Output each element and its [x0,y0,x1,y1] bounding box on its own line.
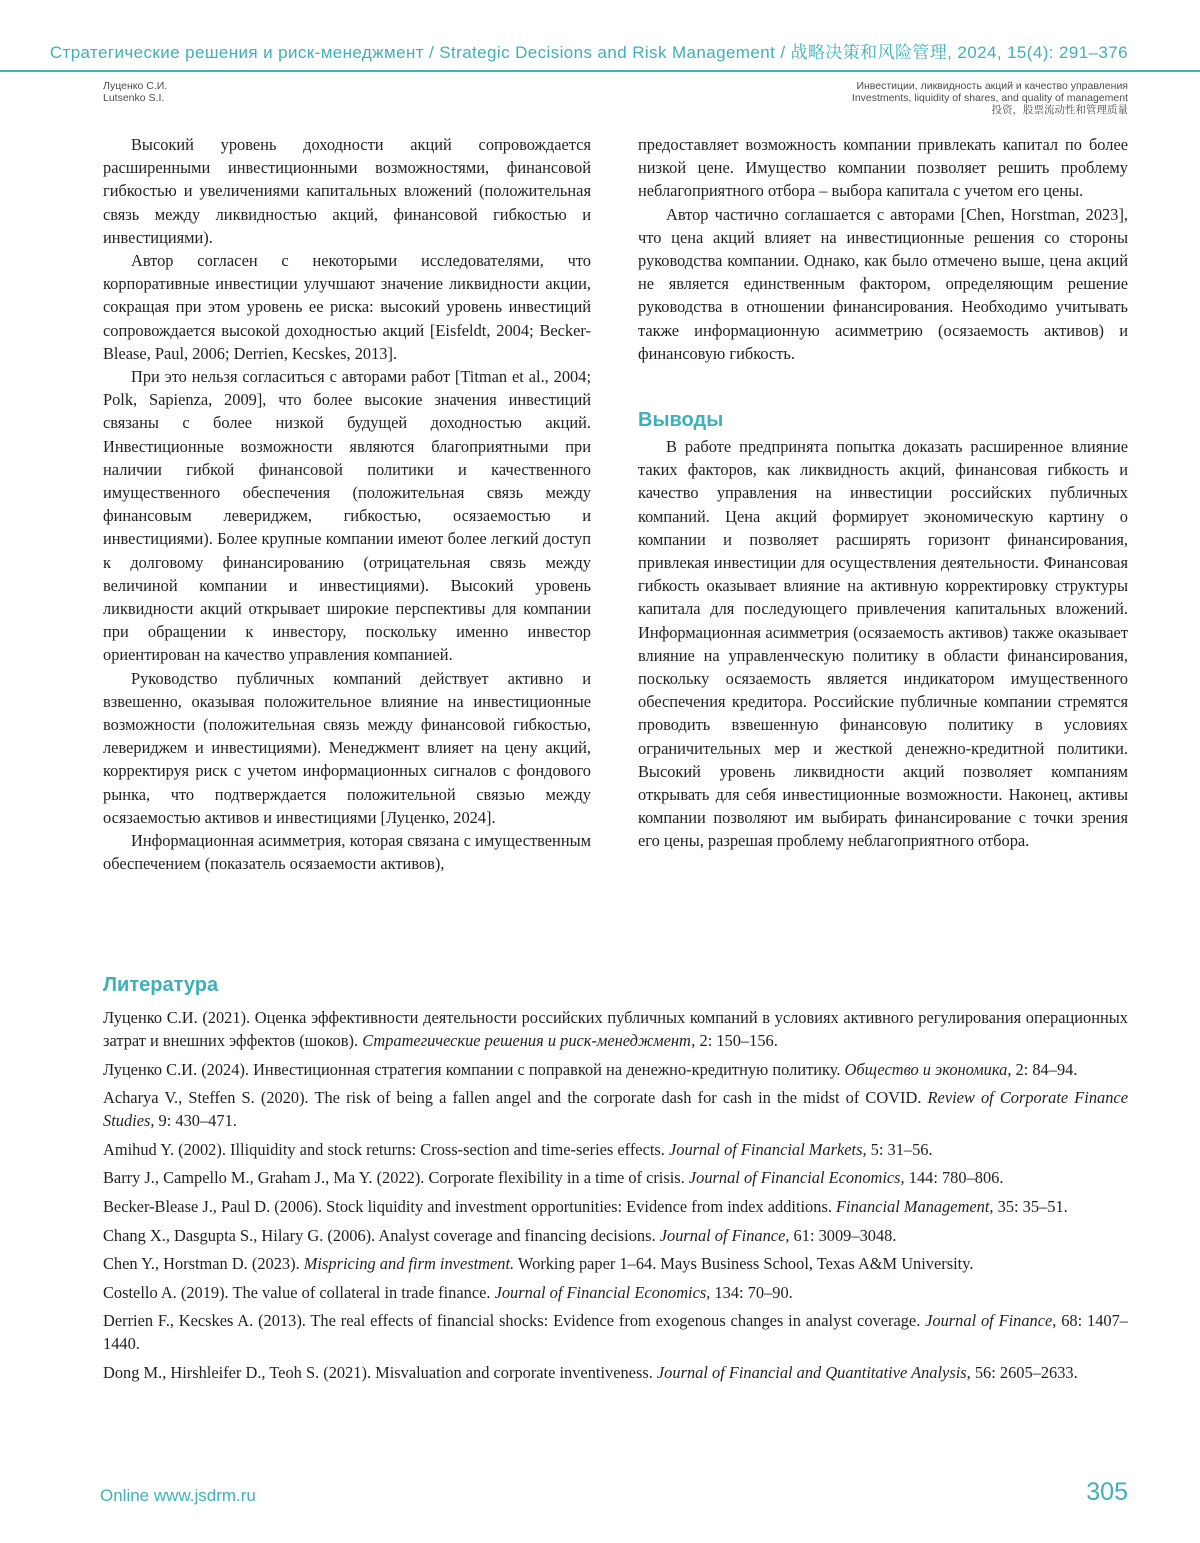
body-paragraph: Автор частично соглашается с авторами [Chen, Horstman, 2023], что цена акций влияет на инвестиционные решения со стороны руководства компании. Однако, как было отмечено выше, цена акций не является единственным фактором, определяющим решение руководства в отношении финансирования. Необходимо учитывать также информационную асимметрию (осязаемость активов) и финансовую гибкость. [638,204,1128,363]
references-section [103,972,1128,1390]
author-en: Lutsenko S.I. [103,92,165,104]
header-divider [0,70,1200,72]
body-paragraph-continued: предоставляет возможность компании привлекать капитал по более низкой цене. Имущество компании позволяет решить проблему неблагоприятного отбора – выбора капитала с учетом его цены. [638,135,1128,201]
conclusions-paragraph: В работе предпринята попытка доказать расширенное влияние таких факторов, как ликвидность акций, финансовая гибкость и качество управления на инвестиции российских публичных компаний. Цена акций формирует экономическую картину о компании и позволяет расширять горизонт финансирования, привлекая инвестиции для осуществления деятельности. Финансовая гибкость оказывает влияние на активную корректировку структуры капитала для последующего привлечения капитальных вложений. Информационная асимметрия (осязаемость активов) также оказывает влияние на управленческую политику в области финансирования, поскольку осязаемость является индикатором имущественного обеспечения кредитора. Российские публичные компании стремятся проводить взвешенную финансовую политику в условиях ограничительных мер и жесткой денежно-кредитной политики. Высокий уровень ликвидности акций позволяет компаниям открывать для себя инвестиционные возможности. Наконец, активы компании позволяют им выбирать финансирование с точки зрения его цены, разрешая проблему неблагоприятного отбора. [638,437,1128,851]
body-paragraph: Автор согласен с некоторыми исследователями, что корпоративные инвестиции улучшают значение ликвидности акции, сокращая при этом уровень ее риска: высокий уровень инвестиций сопровождается высокой доходностью акций [Eisfeldt, 2004; Becker-Blease, Paul, 2006; Derrien, Kecskes, 2013]. [103,251,591,363]
running-authors [103,80,167,104]
reference-item: Derrien F., Kecskes A. (2013). The real effects of financial shocks: Evidence from exogenous changes in analyst coverage. Journal of Finance, 68: 1407–1440. [103,1311,1128,1354]
title-en: Investments, liquidity of shares, and quality of management [851,92,1128,104]
references-list [103,1006,1128,1384]
left-column [103,133,591,876]
reference-item: Chang X., Dasgupta S., Hilary G. (2006). Analyst coverage and financing decisions. Journal of Finance, 61: 3009–3048. [103,1225,897,1245]
right-column [638,133,1128,853]
reference-item: Chen Y., Horstman D. (2023). Mispricing and firm investment. Working paper 1–64. Mays Business School, Texas A&M University. [103,1254,974,1274]
reference-item: Becker-Blease J., Paul D. (2006). Stock liquidity and investment opportunities: Evidence from index additions. Financial Management, 35: 35–51. [103,1196,1068,1216]
running-title [852,80,1128,116]
reference-item: Луценко С.И. (2021). Оценка эффективности деятельности российских публичных компаний в условиях активного регулирования операционных затрат и внешних эффектов (шоков). Стратегические решения и риск-менеджмент, 2: 150–156. [103,1008,1128,1050]
title-ru: Инвестиции, ликвидность акций и качество управления [856,80,1128,92]
page-number: 305 [1086,1478,1128,1506]
reference-item: Dong M., Hirshleifer D., Teoh S. (2021). Misvaluation and corporate inventiveness. Journal of Financial and Quantitative Analysis, 56: 2605–2633. [103,1362,1078,1382]
reference-item: Acharya V., Steffen S. (2020). The risk of being a fallen angel and the corporate dash for cash in the midst of COVID. Review of Corporate Finance Studies, 9: 430–471. [103,1088,1128,1131]
references-heading: Литература [103,974,219,996]
conclusions-heading: Выводы [638,409,724,432]
body-paragraph: Информационная асимметрия, которая связана с имущественным обеспечением (показатель осязаемости активов), [103,831,591,874]
journal-header: Стратегические решения и риск-менеджмент / Strategic Decisions and Risk Management / 战略决策和风险管理, 2024, 15(4): 291–376 [49,43,1128,62]
body-paragraph: При это нельзя согласиться с авторами работ [Titman et al., 2004; Polk, Sapienza, 2009], что более высокие значения инвестиций связаны с более низкой будущей доходностью акций. Инвестиционные возможности являются благоприятными при наличии гибкой финансовой политики и качественного имущественного обеспечения (положительная связь между финансовым левериджем, гибкостью, осязаемостью и инвестициями). Более крупные компании имеют более легкий доступ к долговому финансированию (отрицательная связь между величиной компании и инвестициями). Высокий уровень ликвидности акций открывает широкие перспективы для компании при обращении к инвестору, поскольку именно инвестор ориентирован на качество управления компанией. [103,367,591,665]
reference-item: Barry J., Campello M., Graham J., Ma Y. (2022). Corporate flexibility in a time of crisis. Journal of Financial Economics, 144: 780–806. [103,1168,1004,1188]
footer-website-link[interactable]: Online www.jsdrm.ru [100,1486,256,1505]
body-paragraph: Высокий уровень доходности акций сопровождается расширенными инвестиционными возможностями, финансовой гибкостью и увеличениями капитальных вложений (положительная связь между ликвидностью акций, финансовой гибкостью и инвестициями). [103,135,591,247]
reference-item: Costello A. (2019). The value of collateral in trade finance. Journal of Financial Economics, 134: 70–90. [103,1282,793,1302]
body-paragraph: Руководство публичных компаний действует активно и взвешенно, оказывая положительное влияние на инвестиционные возможности (положительная связь между финансовой гибкостью, левериджем и инвестициями). Менеджмент влияет на цену акций, корректируя риск с учетом информационных сигналов с фондового рынка, что подтверждается положительной связью между осязаемостью активов и инвестициями [Луценко, 2024]. [103,668,591,827]
reference-item: Amihud Y. (2002). Illiquidity and stock returns: Cross-section and time-series effects. Journal of Financial Markets, 5: 31–56. [103,1139,933,1159]
reference-item: Луценко С.И. (2024). Инвестиционная стратегия компании с поправкой на денежно-кредитную политику. Общество и экономика, 2: 84–94. [103,1059,1078,1079]
title-zh: 投资，股票流动性和管理质量 [991,104,1128,116]
author-ru: Луценко С.И. [103,80,168,92]
